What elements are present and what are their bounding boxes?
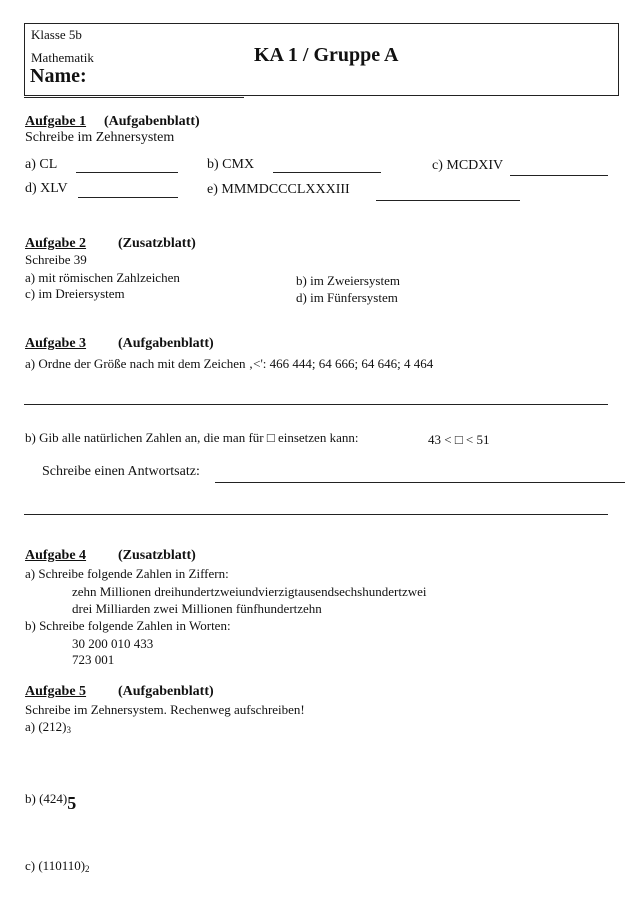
task1-item-a: a) CL <box>25 157 58 172</box>
task5-a <box>25 719 71 735</box>
task5-sheet: (Aufgabenblatt) <box>118 684 214 699</box>
task2-sheet: (Zusatzblatt) <box>118 236 196 251</box>
answer-line-a[interactable] <box>76 172 178 173</box>
task1-item-b: b) CMX <box>207 157 255 172</box>
task3-b: b) Gib alle natürlichen Zahlen an, die man für □ einsetzen kann: <box>25 430 359 445</box>
task4-b-item-2: 723 001 <box>72 652 115 667</box>
answer-line-sentence[interactable] <box>215 482 625 483</box>
task1-instruction: Schreibe im Zehnersystem <box>25 130 175 145</box>
task5-a-number: a) (212) <box>25 719 67 734</box>
task4-b-item-1: 30 200 010 433 <box>72 636 154 651</box>
task3-a: a) Ordne der Größe nach mit dem Zeichen ‚<': 466 444; 64 666; 64 646; 4 464 <box>25 356 434 371</box>
task2-item-b: b) im Zweiersystem <box>296 273 400 288</box>
task1-item-c: c) MCDXIV <box>432 158 504 173</box>
task1-heading: Aufgabe 1 <box>25 114 87 129</box>
answer-line-c[interactable] <box>510 175 608 176</box>
task2-instruction: Schreibe 39 <box>25 252 87 267</box>
task5-a-base: 3 <box>66 725 72 735</box>
task1-sheet: (Aufgabenblatt) <box>104 114 200 129</box>
answer-line-3a[interactable] <box>24 404 608 405</box>
task1-item-e: e) MMMDCCCLXXXIII <box>207 182 350 197</box>
class-label: Klasse 5b <box>31 27 82 42</box>
subject-label: Mathematik <box>31 50 94 65</box>
task4-heading: Aufgabe 4 <box>25 548 87 563</box>
name-label: Name: <box>30 65 87 87</box>
task1-item-d: d) XLV <box>25 181 68 196</box>
task2-item-c: c) im Dreiersystem <box>25 286 125 301</box>
task4-sheet: (Zusatzblatt) <box>118 548 196 563</box>
task3-answer-label: Schreibe einen Antwortsatz: <box>42 464 200 479</box>
answer-line-d[interactable] <box>78 197 178 198</box>
task2-item-a: a) mit römischen Zahlzeichen <box>25 270 180 285</box>
task2-heading: Aufgabe 2 <box>25 236 87 251</box>
task4-a-item-2: drei Milliarden zwei Millionen fünfhundertzehn <box>72 601 322 616</box>
answer-line-b[interactable] <box>273 172 381 173</box>
task4-a: a) Schreibe folgende Zahlen in Ziffern: <box>25 566 229 581</box>
task5-b-number: b) (424) <box>25 791 68 806</box>
task4-b: b) Schreibe folgende Zahlen in Worten: <box>25 618 231 633</box>
task4-a-item-1: zehn Millionen dreihundertzweiundvierzigtausendsechshundertzwei <box>72 584 427 599</box>
task5-c <box>25 858 90 874</box>
task3-b-expr: 43 < □ < 51 <box>428 432 490 447</box>
task5-b <box>25 791 76 814</box>
name-line <box>24 97 244 98</box>
task2-item-d: d) im Fünfersystem <box>296 290 398 305</box>
task3-sheet: (Aufgabenblatt) <box>118 336 214 351</box>
task3-heading: Aufgabe 3 <box>25 336 87 351</box>
answer-line-3b[interactable] <box>24 514 608 515</box>
task5-heading: Aufgabe 5 <box>25 684 87 699</box>
answer-line-e[interactable] <box>376 200 520 201</box>
task5-b-base: 5 <box>67 793 77 813</box>
page-title: KA 1 / Gruppe A <box>254 44 399 66</box>
task5-c-base: 2 <box>85 864 90 874</box>
task5-instruction: Schreibe im Zehnersystem. Rechenweg aufschreiben! <box>25 702 305 717</box>
task5-c-number: c) (110110) <box>25 858 86 873</box>
